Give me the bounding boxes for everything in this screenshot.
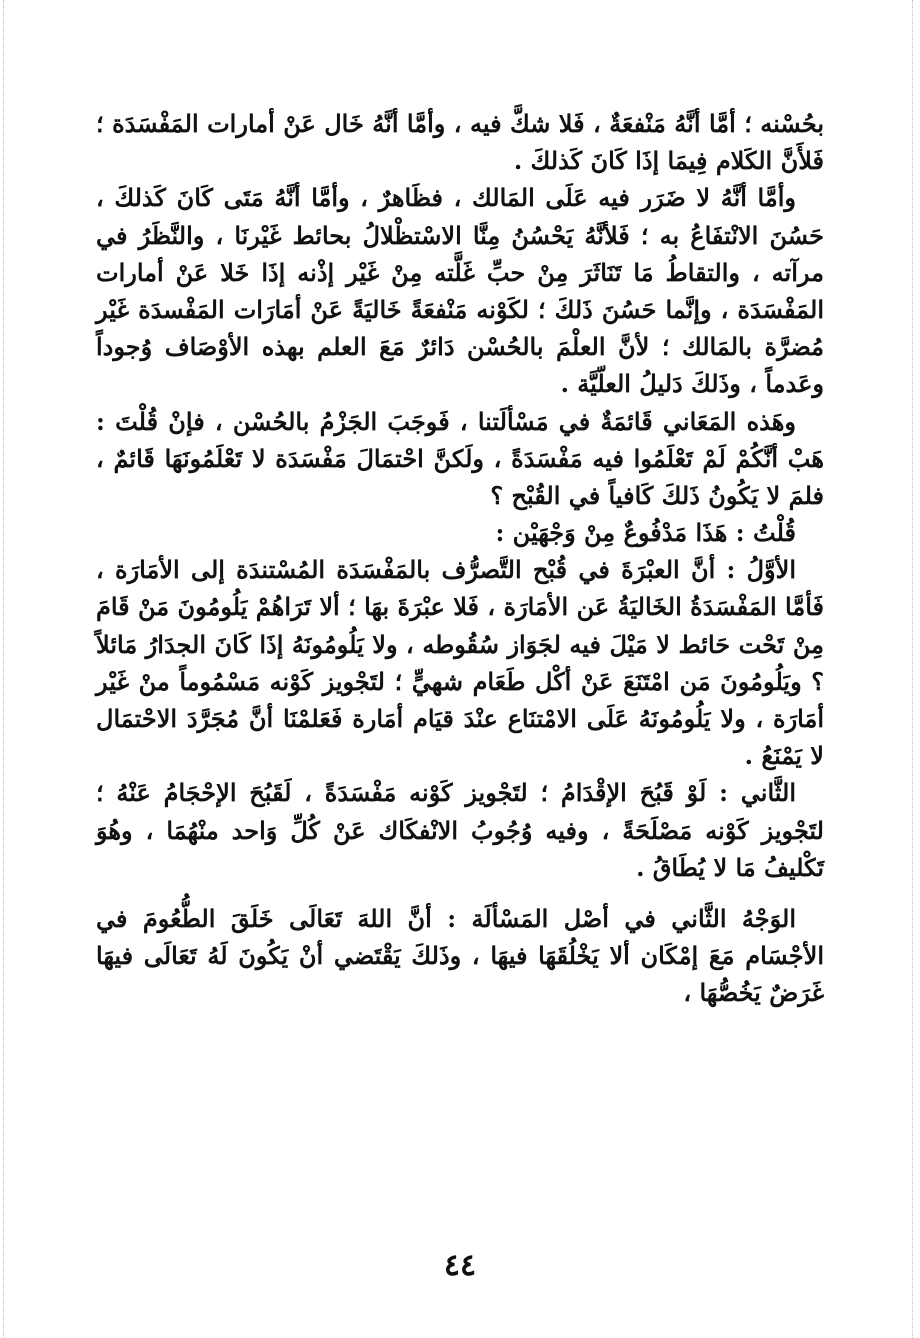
paragraph-7: الوَجْهُ الثَّاني في أصْل المَسْألَة : أنَّ اللهَ تَعَالَى خَلَقَ الطُّعُومَ في الأجْسَام مَعَ إمْكَان ألا يَخْلُقَهَا فيهَا ، وذَلكَ يَقْتَضي أنْ يَكُونَ لَهُ تَعَالَى فيهَا غَرَضٌ يَخُصُّهَا ، — [96, 903, 824, 1008]
paragraph-6: الثَّاني : لَوْ قَبُحَ الإقْدَامُ ؛ لتَجْويز كَوْنه مَفْسَدَةً ، لَقَبُحَ الإحْجَامُ عَنْهُ ؛ لتَجْويز كَوْنه مَصْلَحَةً ، وفيه وُجُوبُ الانْفكَاك عَنْ كُلِّ وَاحد منْهُمَا ، وهُوَ تَكْليفُ مَا لا يُطَاقُ . — [96, 778, 824, 882]
page-number: ٤٤ — [443, 1248, 477, 1283]
body-text — [96, 105, 824, 1012]
paragraph-1: بحُسْنه ؛ أمَّا أنَّهُ مَنْفعَةٌ ، فَلا شكَّ فيه ، وأمَّا أنَّهُ خَال عَنْ أمارات المَفْسَدَة ؛ فَلأَنَّ الكَلام فِيمَا إذَا كَانَ كَذلكَ . — [96, 109, 824, 176]
paragraph-4: قُلْتُ : هَذَا مَدْفُوعٌ مِنْ وَجْهَيْن : — [495, 518, 796, 548]
paragraph-3: وهَذه المَعَاني قَائمَةٌ في مَسْألَتنا ، فَوجَبَ الجَزْمُ بالحُسْن ، فإنْ قُلْتَ : هَبْ أنَّكُمْ لَمْ تَعْلَمُوا فيه مَفْسَدَةً ، ولَكنَّ احْتمَالَ مَفْسَدَة لا تَعْلَمُونَهَا قَائمٌ ، فلمَ لا يَكُونُ ذَلكَ كَافياً في القُبْح ؟ — [96, 406, 824, 510]
paragraph-5: الأوَّلُ : أنَّ العبْرَةَ في قُبْح التَّصرُّف بالمَفْسَدَة المُسْتندَة إلى الأمَارَة ، فَأمَّا المَفْسَدَةُ الخَاليَةُ عَن الأمَارَة ، فَلا عبْرَةَ بهَا ؛ ألا تَرَاهُمْ يَلُومُونَ مَنْ قَامَ مِنْ تَحْت حَائط لا مَيْلَ فيه لجَوَاز سُقُوطه ، ولا يَلُومُونَهُ إذَا كَانَ الجدَارُ مَائلاً ؟ ويَلُومُونَ مَن امْتَنَعَ عَنْ أكْل طَعَام شهيٍّ ؛ لتَجْويز كَوْنه مَسْمُوماً منْ غَيْر أمَارَة ، ولا يَلُومُونَهُ عَلَى الامْتنَاع عنْدَ قيَام أمَارة فَعَلمْنَا أنَّ مُجَرَّدَ الاحْتمَال لا يَمْنَعُ . — [96, 555, 824, 771]
right-scan-margin — [912, 0, 913, 1338]
left-scan-margin — [3, 0, 4, 1338]
paragraph-2: وأمَّا أنَّهُ لا ضَرَر فيه عَلَى المَالك ، فظَاهرٌ ، وأمَّا أنَّهُ مَتَى كَانَ كَذلكَ ، حَسُنَ الانْتفَاعُ به ؛ فَلأنَّهُ يَحْسُنُ مِنَّا الاسْتظْلالُ بحائط غَيْرنَا ، والنَّظَرُ في مرآته ، والتقاطُ مَا تَنَاثَرَ مِنْ حبِّ غَلَّته مِنْ غَيْر إذْنه إذَا خَلا عَنْ أمارات المَفْسَدَة ، وإنَّما حَسُنَ ذَلكَ ؛ لكَوْنه مَنْفعَةً خَاليَةً عَنْ أمَارَات المَفْسدَة غَيْر مُضرَّة بالمَالك ؛ لأنَّ العلْمَ بالحُسْن دَائرٌ مَعَ العلم بهذه الأوْصَاف وُجوداً وعَدماً ، وذَلكَ دَليلُ العلّيَّة . — [96, 183, 824, 399]
